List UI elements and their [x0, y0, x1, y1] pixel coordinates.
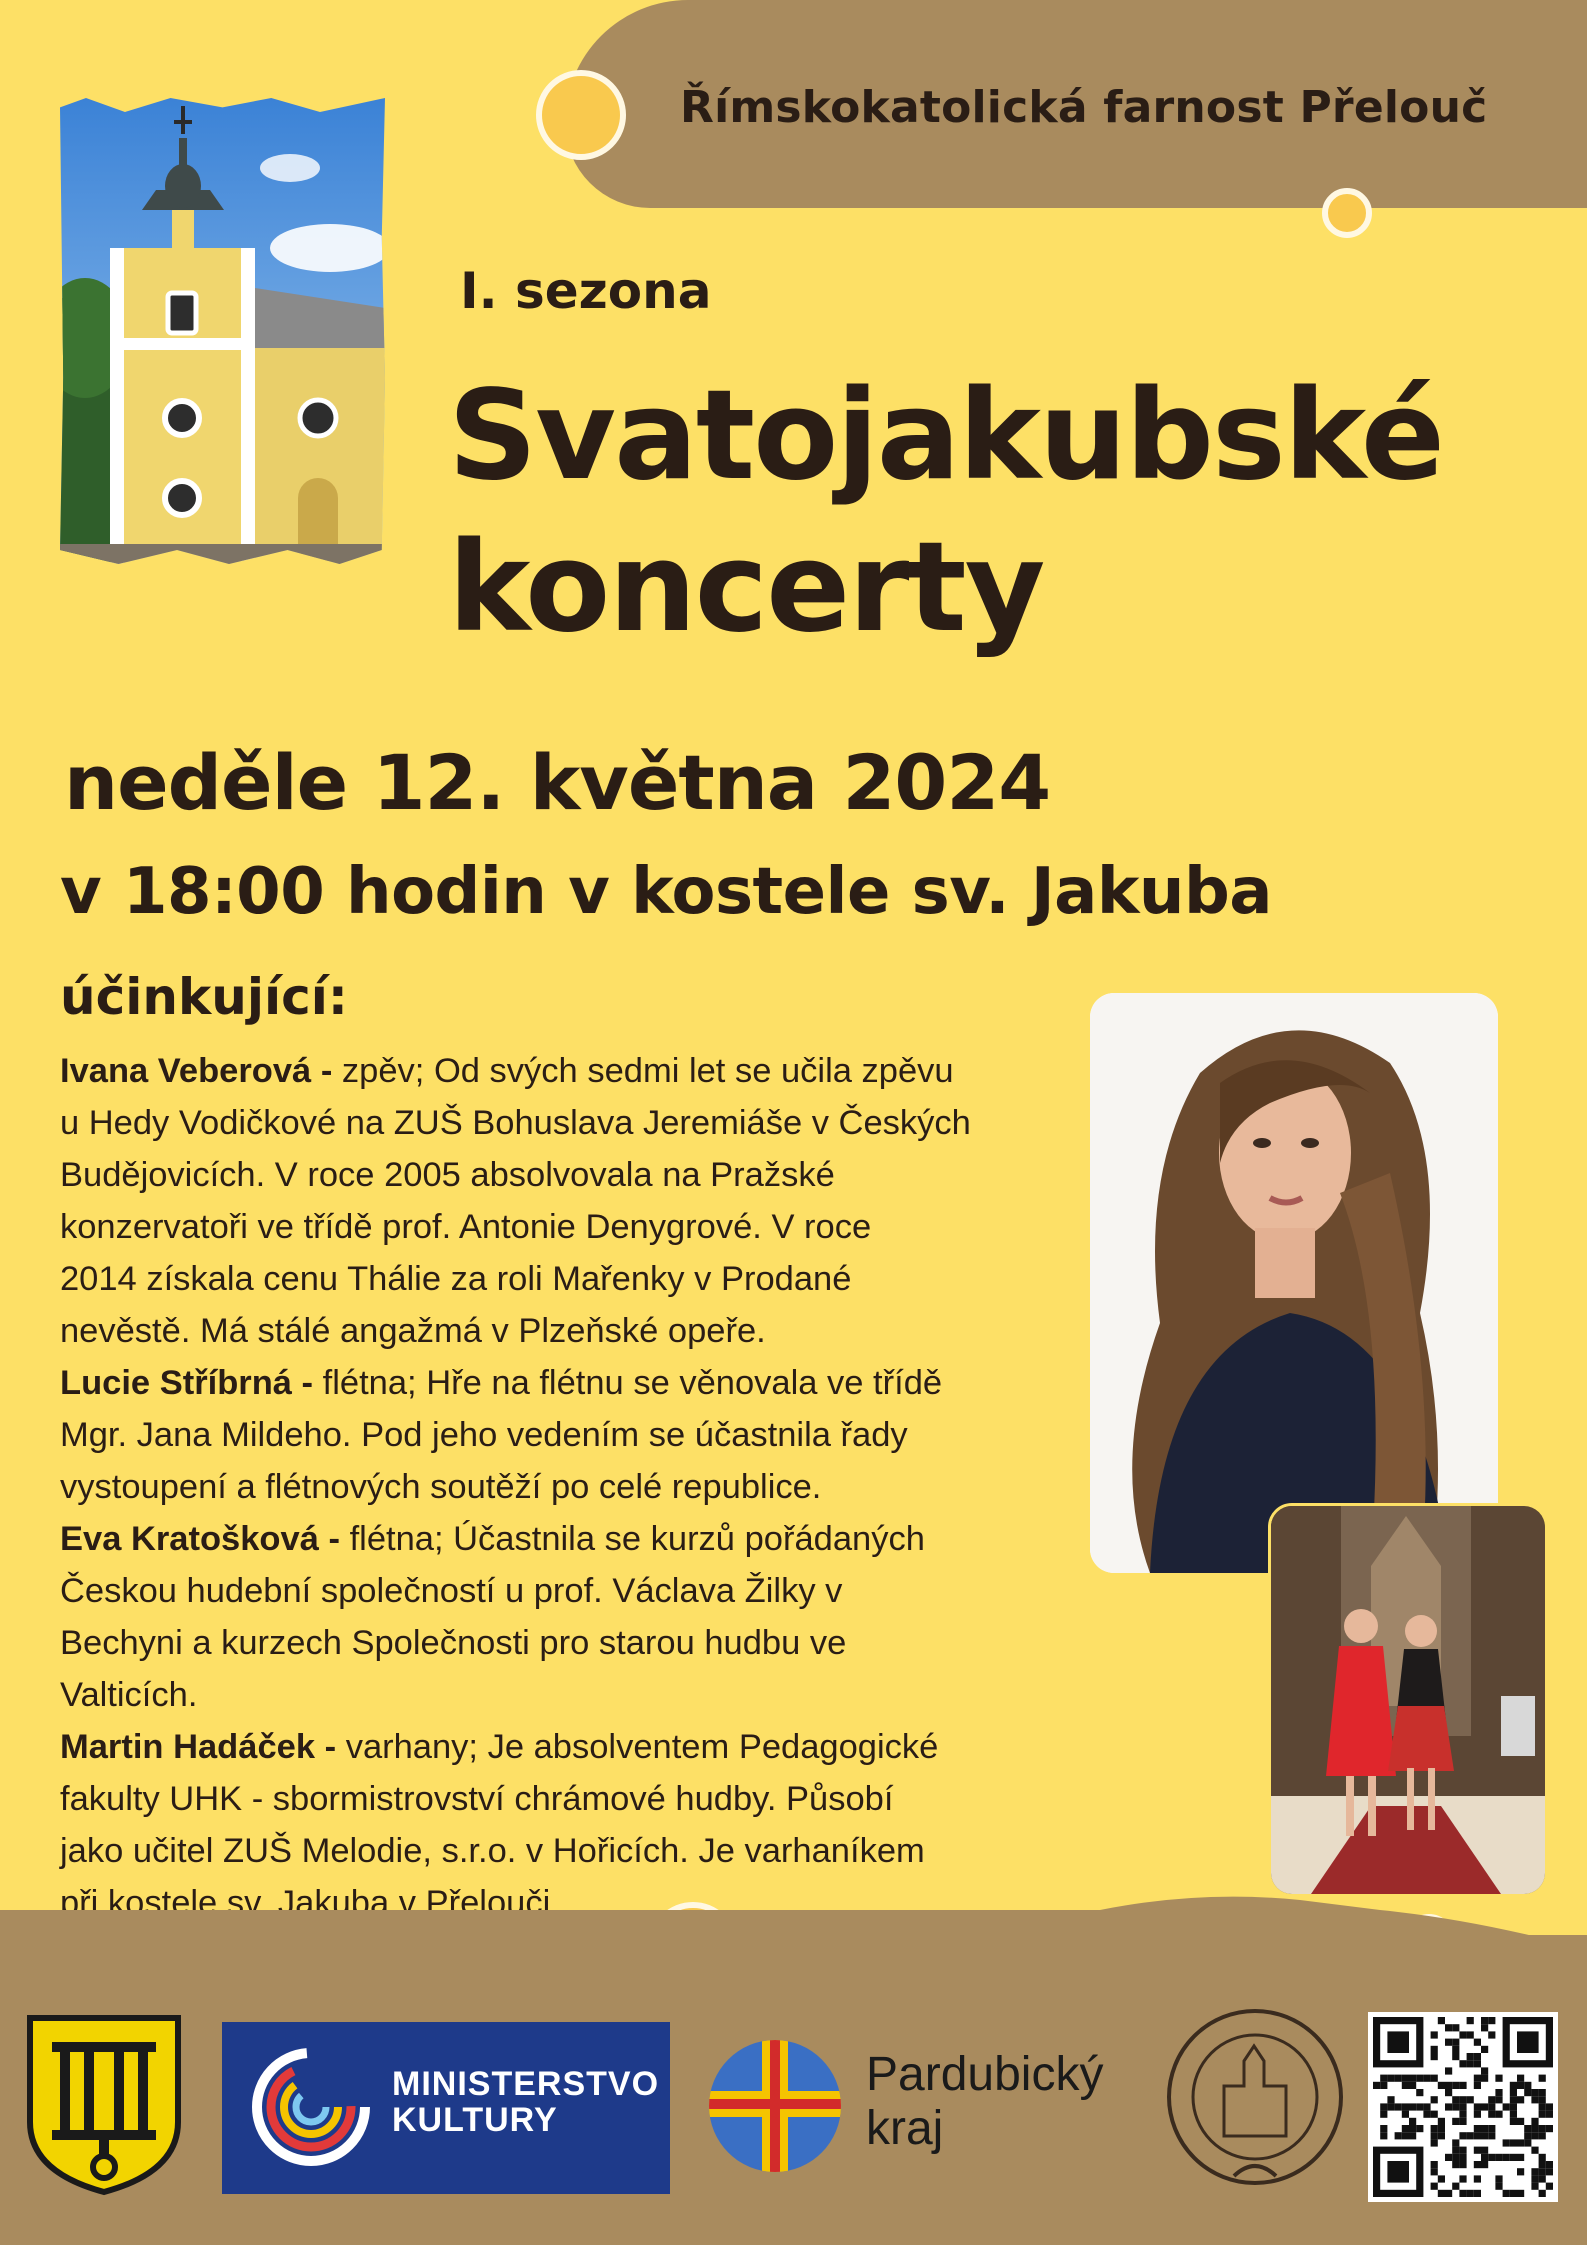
performers-heading: účinkující: — [60, 968, 348, 1026]
church-photo — [60, 98, 385, 564]
bio-lucie-stribrna — [60, 1357, 1090, 1513]
bio-line: fakulty UHK - sbormistrovství chrámové hudby. Působí — [60, 1780, 894, 1818]
ministry-logo-line-1: MINISTERSTVO — [392, 2065, 660, 2103]
parish-name: Římskokatolická farnost Přelouč — [680, 82, 1488, 133]
bio-eva-kratoskova — [60, 1513, 1090, 1721]
bio-line: nevěstě. Má stálé angažmá v Plzeňské opeře. — [60, 1312, 766, 1350]
title-line-1: Svatojakubské — [448, 364, 1444, 508]
bio-line: Českou hudební společností u prof. Václava Žilky v — [60, 1572, 843, 1610]
bio-line: Bechyni a kurzech Společnosti pro starou hudbu ve — [60, 1624, 847, 1662]
decor-dot-small — [1322, 188, 1372, 238]
bio-line: jako učitel ZUŠ Melodie, s.r.o. v Hořicích. Je varhaníkem — [60, 1832, 925, 1870]
flutists-duo-photo — [1268, 1503, 1548, 1897]
bio-line: flétna; Hře na flétnu se věnovala ve třídě — [322, 1364, 943, 1402]
bio-line: vystoupení a flétnových soutěží po celé republice. — [60, 1468, 822, 1506]
bio-line: při kostele sv. Jakuba v Přelouči. — [60, 1884, 560, 1922]
page-title — [448, 360, 1443, 664]
performer-name: Eva Kratošková - — [60, 1520, 340, 1558]
town-coat-of-arms-logo — [24, 2012, 184, 2197]
singer-portrait-photo — [1090, 993, 1498, 1573]
bio-ivana-veberova — [60, 1045, 1090, 1357]
title-line-2: koncerty — [448, 516, 1044, 660]
bio-line: Budějovicích. V roce 2005 absolvovala na Pražské — [60, 1156, 835, 1194]
ministry-logo-text — [392, 2066, 659, 2138]
bio-line: 2014 získala cenu Thálie za roli Mařenky v Prodané — [60, 1260, 852, 1298]
performers-bios — [60, 1045, 1090, 1929]
church-seal-logo — [1164, 2006, 1346, 2188]
performer-name: Lucie Stříbrná - — [60, 1364, 314, 1402]
event-date: neděle 12. května 2024 — [64, 738, 1051, 827]
performer-name: Ivana Veberová - — [60, 1052, 333, 1090]
bio-line: u Hedy Vodičkové na ZUŠ Bohuslava Jeremiáše v Českých — [60, 1104, 971, 1142]
qr-code[interactable] — [1368, 2012, 1558, 2202]
event-time-place: v 18:00 hodin v kostele sv. Jakuba — [60, 855, 1272, 929]
region-logo-line-2: kraj — [866, 2102, 944, 2155]
pardubice-region-logo-text — [866, 2048, 1103, 2156]
bio-line: Valticích. — [60, 1676, 198, 1714]
season-label: I. sezona — [460, 262, 712, 320]
decor-dot-large — [536, 70, 626, 160]
bio-line: flétna; Účastnila se kurzů pořádaných — [349, 1520, 925, 1558]
performer-name: Martin Hadáček - — [60, 1728, 337, 1766]
ministry-c-emblem-icon — [246, 2042, 376, 2172]
ministry-logo-line-2: KULTURY — [392, 2101, 558, 2139]
region-logo-line-1: Pardubický — [866, 2048, 1104, 2101]
bio-line: konzervatoři ve třídě prof. Antonie Denygrové. V roce — [60, 1208, 872, 1246]
bio-line: zpěv; Od svých sedmi let se učila zpěvu — [341, 1052, 954, 1090]
bio-line: varhany; Je absolventem Pedagogické — [345, 1728, 939, 1766]
ministry-of-culture-logo — [222, 2022, 670, 2194]
bio-line: Mgr. Jana Mildeho. Pod jeho vedením se účastnila řady — [60, 1416, 908, 1454]
pardubice-region-emblem-icon — [706, 2037, 844, 2175]
